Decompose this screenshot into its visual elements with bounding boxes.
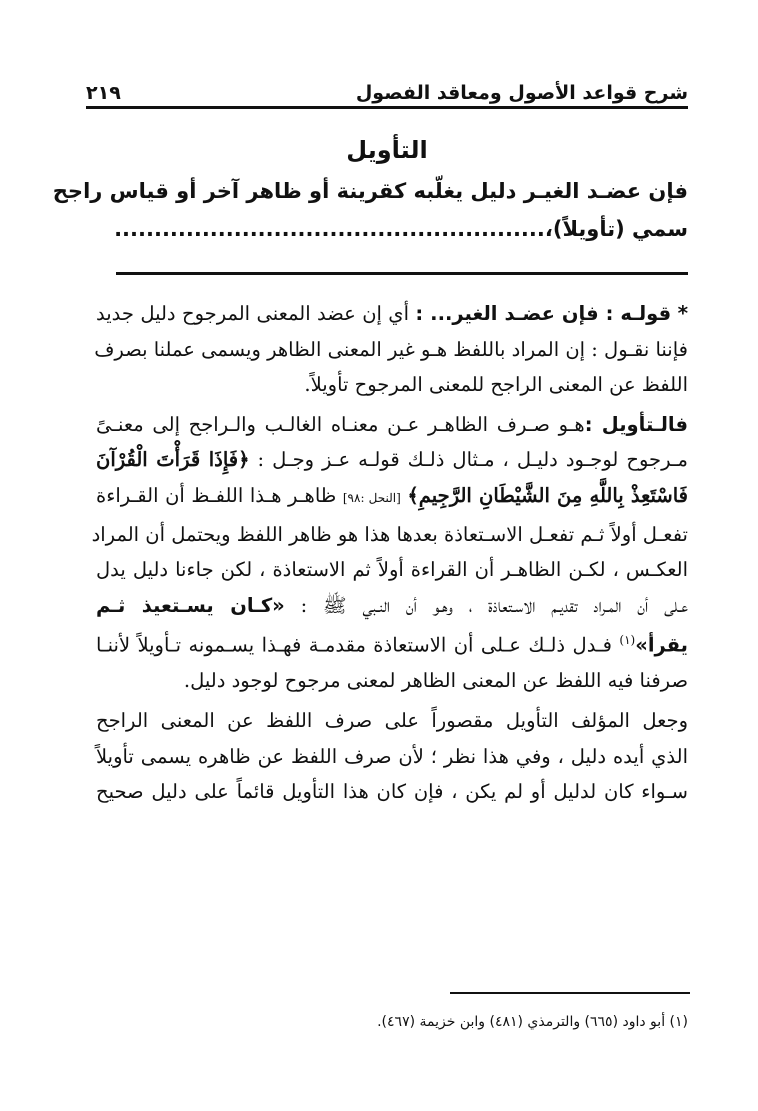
quran-quote: ﴿فَإِذَا قَرَأْتَ الْقُرْآنَ [96,448,250,472]
commentary-text-run: هـو صـرف الظاهـر عـن معنـاه الغالـب والـراجح إلى معنـىً [96,412,585,436]
commentary-line [96,478,688,517]
commentary-text-run: عـلى أن المـراد تقديـم الاسـتعاذة ، وهـو أن النـبي ﷺ : [300,593,688,617]
commentary-line [96,623,688,663]
commentary-line: سـواء كان لدليل أو لم يكن ، فإن كان هذا التأويل قائماً على دليل صحيح [96,780,688,804]
commentary-text-run: ظاهـر هـذا اللفـظ أن القـراءة [96,483,337,507]
commentary-line [96,296,688,332]
matn-line-1: فإن عضـد الغيـر دليل يغلّبه كقرينة أو ظاهر آخر أو قياس راجح [52,179,688,203]
commentary-line [96,588,688,624]
matn-text [52,172,688,248]
matn-dots: ...................................................... [114,217,545,241]
commentary-line: الذي أيده دليل ، وفي هذا نظر ؛ لأن صرف اللفظ عن ظاهره يسمى تأويلاً [96,744,688,768]
running-header [86,72,688,104]
hadith-quote: «كـان يسـتعيذ ثـم [96,593,285,617]
page-number: ٢١٩ [86,82,121,104]
commentary-line [96,407,688,443]
header-rule [86,106,688,109]
quran-quote: فَاسْتَعِذْ بِاللَّهِ مِنَ الشَّيْطَانِ الرَّجِيمِ﴾ [407,483,689,507]
commentary-label: قولـه : فإن عضـد الغير... : [415,302,672,325]
footnote-marker: (١) [619,633,636,648]
surah-reference: [النحل :٩٨] [342,490,401,505]
commentary-line: وجعل المؤلف التأويل مقصوراً على صرف اللفظ عن المعنى الراجح [96,709,688,733]
commentary-text [91,296,689,810]
section-title: التأويل [346,136,428,164]
book-title: شرح قواعد الأصول ومعاقد الفصول [355,82,688,104]
commentary-text-run: فـدل ذلـك عـلى أن الاستعاذة مقدمـة فهـذا يسـمونه تـأويلاً لأننـا [96,633,612,657]
star-marker: * [677,301,689,325]
hadith-quote: يقرأ» [635,633,688,657]
matn-line-2-text: سمي (تأويلاً)، [544,217,688,241]
commentary-line: العكـس ، لكـن الظاهـر أن القراءة أولاً ثم الاستعاذة ، لكن جاءنا دليل يدل [96,558,688,582]
footnote-rule [450,992,690,994]
commentary-line [96,442,688,478]
matn-divider [116,272,688,275]
commentary-line: فإننا نقـول : إن المراد باللفظ هـو غير المعنى الظاهر ويسمى عملنا بصرف [94,337,688,361]
commentary-line: اللفظ عن المعنى الراجح للمعنى المرجوح تأويلاً. [304,373,688,397]
definition-label: فالـتأويل : [584,412,689,436]
matn-line-2 [100,210,688,248]
commentary-line: تفعـل أولاً ثـم تفعـل الاسـتعاذة بعدها هذا هو ظاهر اللفظ ويحتمل أن المراد [91,522,688,546]
commentary-line: صرفنا فيه اللفظ عن المعنى الظاهر لمعنى مرجوح لوجود دليل. [183,669,688,693]
commentary-text-run: أي إن عضد المعنى المرجوح دليل جديد [96,302,409,325]
footnote: (١) أبو داود (٦٦٥) والترمذي (٤٨١) وابن خزيمة (٤٦٧). [377,1014,688,1030]
commentary-text-run: مـرجوح لوجـود دليـل ، مـثال ذلـك قولـه عـز وجـل : [257,448,688,472]
